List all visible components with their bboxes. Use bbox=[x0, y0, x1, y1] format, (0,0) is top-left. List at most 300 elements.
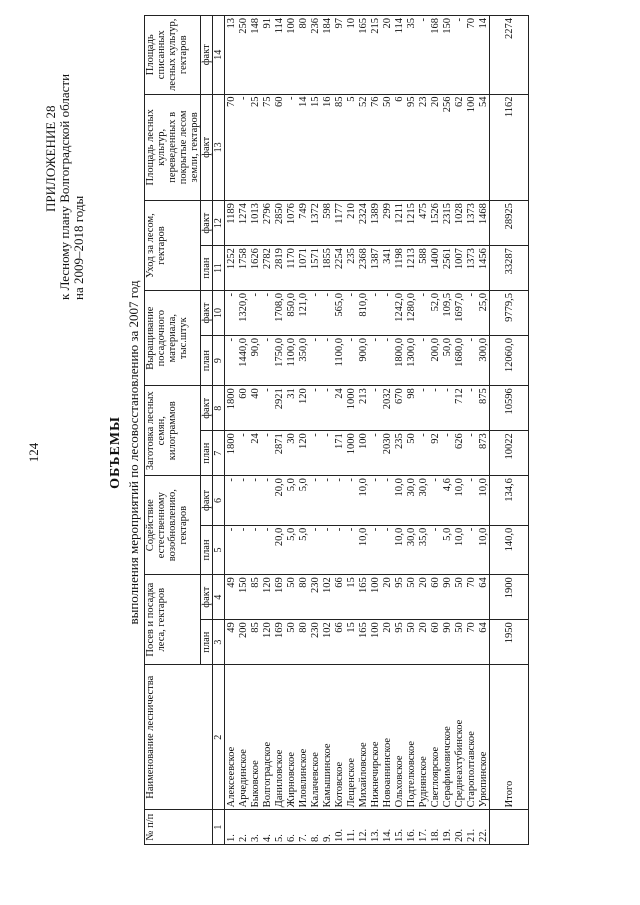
fact-header: факт bbox=[201, 94, 213, 201]
value-cell: 1007 bbox=[453, 246, 465, 291]
group-header: Содействие естественному возобновлению, гектаров bbox=[145, 476, 201, 575]
total-value: 10022 bbox=[490, 431, 529, 476]
value-cell: 95 bbox=[393, 620, 405, 665]
value-cell: 20 bbox=[417, 575, 429, 620]
value-cell: 100 bbox=[465, 94, 477, 201]
value-cell: - bbox=[465, 476, 477, 526]
total-value: 1162 bbox=[490, 94, 529, 201]
value-cell: - bbox=[261, 476, 273, 526]
forestry-name: Ольховское bbox=[393, 665, 405, 810]
value-cell: 31 bbox=[285, 386, 297, 431]
forestry-name: Урюпинское bbox=[477, 665, 490, 810]
value-cell: 299 bbox=[381, 201, 393, 246]
fact-header: факт bbox=[201, 291, 213, 336]
forestry-name: Котовское bbox=[333, 665, 345, 810]
value-cell: - bbox=[369, 386, 381, 431]
value-cell: 5,0 bbox=[297, 525, 309, 575]
table-row bbox=[357, 16, 369, 845]
row-number: 1. bbox=[225, 810, 238, 845]
table-row bbox=[345, 16, 357, 845]
page-number: 124 bbox=[26, 442, 41, 463]
total-value: 140,0 bbox=[490, 525, 529, 575]
value-cell: 30,0 bbox=[405, 476, 417, 526]
value-cell: 10,0 bbox=[453, 525, 465, 575]
row-number: 22. bbox=[477, 810, 490, 845]
value-cell: 1372 bbox=[309, 201, 321, 246]
column-index: 7 bbox=[213, 431, 225, 476]
value-cell: 150 bbox=[441, 16, 453, 95]
total-value: 33287 bbox=[490, 246, 529, 291]
value-cell: 171 bbox=[333, 431, 345, 476]
value-cell: 76 bbox=[369, 94, 381, 201]
table-row bbox=[237, 16, 249, 845]
value-cell: 120 bbox=[297, 431, 309, 476]
plan-header: план bbox=[201, 525, 213, 575]
forestry-name: Даниловское bbox=[273, 665, 285, 810]
value-cell: 14 bbox=[477, 16, 490, 95]
value-cell: 120 bbox=[297, 386, 309, 431]
value-cell: 49 bbox=[225, 575, 238, 620]
value-cell: - bbox=[261, 386, 273, 431]
value-cell: 91 bbox=[261, 16, 273, 95]
value-cell: 200,0 bbox=[429, 336, 441, 386]
table-row bbox=[453, 16, 465, 845]
value-cell: 20 bbox=[417, 620, 429, 665]
value-cell: 350,0 bbox=[297, 336, 309, 386]
total-label: Итого bbox=[490, 665, 529, 810]
value-cell: - bbox=[321, 386, 333, 431]
value-cell: - bbox=[369, 476, 381, 526]
column-index: 1 bbox=[213, 810, 225, 845]
value-cell: 900,0 bbox=[357, 336, 369, 386]
value-cell: 1071 bbox=[297, 246, 309, 291]
value-cell: - bbox=[381, 525, 393, 575]
value-cell: 1750,0 bbox=[273, 336, 285, 386]
value-cell: 1468 bbox=[477, 201, 490, 246]
value-cell: - bbox=[369, 336, 381, 386]
value-cell: 2561 bbox=[441, 246, 453, 291]
value-cell: - bbox=[237, 525, 249, 575]
value-cell: - bbox=[309, 336, 321, 386]
row-number: 16. bbox=[405, 810, 417, 845]
forestry-name: Нижнечирское bbox=[369, 665, 381, 810]
value-cell: 210 bbox=[345, 201, 357, 246]
column-index: 2 bbox=[213, 665, 225, 810]
value-cell: 749 bbox=[297, 201, 309, 246]
value-cell: 90,0 bbox=[249, 336, 261, 386]
value-cell: 100 bbox=[369, 620, 381, 665]
table-row bbox=[429, 16, 441, 845]
row-number: 3. bbox=[249, 810, 261, 845]
value-cell: 52,0 bbox=[429, 291, 441, 336]
value-cell: 1400 bbox=[429, 246, 441, 291]
value-cell: - bbox=[321, 431, 333, 476]
value-cell: 184 bbox=[321, 16, 333, 95]
value-cell: 588 bbox=[417, 246, 429, 291]
value-cell: 100 bbox=[357, 431, 369, 476]
group-header: Площадь лесных культур, переведенных в покрытые лесом земли, гектаров bbox=[145, 94, 201, 201]
value-cell: 15 bbox=[309, 94, 321, 201]
table-row bbox=[405, 16, 417, 845]
value-cell: 62 bbox=[453, 94, 465, 201]
forestry-name: Волгоградское bbox=[261, 665, 273, 810]
total-value: 9779,5 bbox=[490, 291, 529, 336]
value-cell: 50 bbox=[405, 620, 417, 665]
value-cell: 100 bbox=[369, 575, 381, 620]
row-number: 9. bbox=[321, 810, 333, 845]
value-cell: - bbox=[465, 386, 477, 431]
value-cell: 120 bbox=[261, 620, 273, 665]
value-cell: - bbox=[321, 525, 333, 575]
value-cell: 66 bbox=[333, 575, 345, 620]
value-cell: 70 bbox=[225, 94, 238, 201]
value-cell: 1213 bbox=[405, 246, 417, 291]
value-cell: - bbox=[225, 525, 238, 575]
group-header: Выращивание посадочного материала, тыс.штук bbox=[145, 291, 201, 386]
value-cell: 1189 bbox=[225, 201, 238, 246]
value-cell: 2819 bbox=[273, 246, 285, 291]
value-cell: 13 bbox=[225, 16, 238, 95]
column-index: 3 bbox=[213, 620, 225, 665]
column-index: 12 bbox=[213, 201, 225, 246]
row-number: 19. bbox=[441, 810, 453, 845]
value-cell: 50 bbox=[453, 575, 465, 620]
row-number: 14. bbox=[381, 810, 393, 845]
value-cell: 10,0 bbox=[357, 476, 369, 526]
value-cell: 50 bbox=[405, 575, 417, 620]
plan-header: план bbox=[201, 620, 213, 665]
value-cell: - bbox=[465, 291, 477, 336]
value-cell: 100 bbox=[285, 16, 297, 95]
value-cell: - bbox=[261, 431, 273, 476]
value-cell: 20,0 bbox=[273, 525, 285, 575]
value-cell: 200 bbox=[237, 620, 249, 665]
document-subtitle: выполнения мероприятий по лесовосстановлению за 2007 год bbox=[126, 280, 141, 625]
value-cell: 1028 bbox=[453, 201, 465, 246]
value-cell: 2368 bbox=[357, 246, 369, 291]
appendix-heading: ПРИЛОЖЕНИЕ 28 bbox=[43, 105, 58, 212]
value-cell: - bbox=[429, 525, 441, 575]
value-cell: - bbox=[429, 386, 441, 431]
document-title: ОБЪЕМЫ bbox=[108, 416, 123, 489]
value-cell: 1076 bbox=[285, 201, 297, 246]
value-cell: 150 bbox=[237, 575, 249, 620]
value-cell: 5,0 bbox=[297, 476, 309, 526]
value-cell: - bbox=[441, 386, 453, 431]
table-row bbox=[465, 16, 477, 845]
row-number: 12. bbox=[357, 810, 369, 845]
value-cell: 1252 bbox=[225, 246, 238, 291]
value-cell: 2030 bbox=[381, 431, 393, 476]
value-cell: 2324 bbox=[357, 201, 369, 246]
value-cell: 35,0 bbox=[417, 525, 429, 575]
value-cell: 169 bbox=[273, 620, 285, 665]
value-cell: 80 bbox=[297, 575, 309, 620]
table-row bbox=[225, 16, 238, 845]
value-cell: - bbox=[309, 476, 321, 526]
row-number: 11. bbox=[345, 810, 357, 845]
column-index: 4 bbox=[213, 575, 225, 620]
value-cell: 168 bbox=[429, 16, 441, 95]
value-cell: 10,0 bbox=[393, 525, 405, 575]
value-cell: - bbox=[225, 336, 238, 386]
value-cell: - bbox=[309, 291, 321, 336]
value-cell: 10,0 bbox=[477, 476, 490, 526]
value-cell: - bbox=[333, 476, 345, 526]
value-cell: 35 bbox=[405, 16, 417, 95]
value-cell: - bbox=[333, 525, 345, 575]
value-cell: 1000 bbox=[345, 386, 357, 431]
value-cell: 60 bbox=[237, 386, 249, 431]
value-cell: - bbox=[261, 291, 273, 336]
value-cell: - bbox=[429, 476, 441, 526]
value-cell: 341 bbox=[381, 246, 393, 291]
value-cell: 25,0 bbox=[477, 291, 490, 336]
value-cell: 2921 bbox=[273, 386, 285, 431]
value-cell: - bbox=[225, 291, 238, 336]
value-cell: 626 bbox=[453, 431, 465, 476]
value-cell: - bbox=[381, 291, 393, 336]
value-cell: 148 bbox=[249, 16, 261, 95]
value-cell: 85 bbox=[333, 94, 345, 201]
value-cell: 20,0 bbox=[273, 476, 285, 526]
value-cell: 40 bbox=[249, 386, 261, 431]
reforestation-table bbox=[144, 15, 529, 845]
value-cell: 75 bbox=[261, 94, 273, 201]
row-number: 13. bbox=[369, 810, 381, 845]
value-cell: - bbox=[261, 336, 273, 386]
value-cell: 66 bbox=[333, 620, 345, 665]
value-cell: 64 bbox=[477, 620, 490, 665]
value-cell: 90 bbox=[441, 620, 453, 665]
table-row bbox=[477, 16, 490, 845]
column-index: 10 bbox=[213, 291, 225, 336]
total-value: 10596 bbox=[490, 386, 529, 431]
value-cell: 64 bbox=[477, 575, 490, 620]
value-cell: - bbox=[261, 525, 273, 575]
value-cell: 85 bbox=[249, 620, 261, 665]
value-cell: 235 bbox=[393, 431, 405, 476]
value-cell: 4,6 bbox=[441, 476, 453, 526]
value-cell: 165 bbox=[357, 16, 369, 95]
value-cell: 10,0 bbox=[453, 476, 465, 526]
value-cell: 60 bbox=[429, 620, 441, 665]
forestry-name: Подтелковское bbox=[405, 665, 417, 810]
forestry-name: Михайловское bbox=[357, 665, 369, 810]
value-cell: 25 bbox=[249, 94, 261, 201]
value-cell: 50,0 bbox=[441, 336, 453, 386]
value-cell: 1387 bbox=[369, 246, 381, 291]
value-cell: - bbox=[381, 336, 393, 386]
fact-header: факт bbox=[201, 16, 213, 95]
row-number: 7. bbox=[297, 810, 309, 845]
total-value: 1950 bbox=[490, 620, 529, 665]
value-cell: 712 bbox=[453, 386, 465, 431]
value-cell: 1280,0 bbox=[405, 291, 417, 336]
value-cell: 102 bbox=[321, 575, 333, 620]
value-cell: 2032 bbox=[381, 386, 393, 431]
row-number: 21. bbox=[465, 810, 477, 845]
table-row bbox=[285, 16, 297, 845]
value-cell: 475 bbox=[417, 201, 429, 246]
value-cell: - bbox=[345, 291, 357, 336]
forestry-name: Светлоярское bbox=[429, 665, 441, 810]
value-cell: - bbox=[369, 525, 381, 575]
forestry-name: Алексеевское bbox=[225, 665, 238, 810]
value-cell: - bbox=[465, 525, 477, 575]
value-cell: - bbox=[237, 431, 249, 476]
row-number: 15. bbox=[393, 810, 405, 845]
value-cell: 873 bbox=[477, 431, 490, 476]
value-cell: 1198 bbox=[393, 246, 405, 291]
value-cell: 10 bbox=[345, 16, 357, 95]
row-number: 2. bbox=[237, 810, 249, 845]
value-cell: 5,0 bbox=[441, 525, 453, 575]
value-cell: 2796 bbox=[261, 201, 273, 246]
value-cell: - bbox=[345, 525, 357, 575]
value-cell: 14 bbox=[297, 94, 309, 201]
value-cell: - bbox=[249, 476, 261, 526]
value-cell: 165 bbox=[357, 620, 369, 665]
value-cell: 1571 bbox=[309, 246, 321, 291]
value-cell: 10,0 bbox=[357, 525, 369, 575]
value-cell: 1300,0 bbox=[405, 336, 417, 386]
value-cell: 300,0 bbox=[477, 336, 490, 386]
value-cell: - bbox=[417, 16, 429, 95]
value-cell: 6 bbox=[393, 94, 405, 201]
value-cell: 2254 bbox=[333, 246, 345, 291]
column-header-name: Наименование лесничества bbox=[145, 665, 213, 810]
value-cell: - bbox=[345, 336, 357, 386]
value-cell: - bbox=[309, 525, 321, 575]
value-cell: 1177 bbox=[333, 201, 345, 246]
value-cell: 1708,0 bbox=[273, 291, 285, 336]
value-cell: - bbox=[369, 431, 381, 476]
fact-header: факт bbox=[201, 201, 213, 246]
value-cell: 30,0 bbox=[405, 525, 417, 575]
value-cell: 15 bbox=[345, 620, 357, 665]
value-cell: 1855 bbox=[321, 246, 333, 291]
forestry-name: Камышинское bbox=[321, 665, 333, 810]
row-number: 17. bbox=[417, 810, 429, 845]
value-cell: 90 bbox=[441, 575, 453, 620]
value-cell: - bbox=[237, 476, 249, 526]
row-number: 20. bbox=[453, 810, 465, 845]
value-cell: 1215 bbox=[405, 201, 417, 246]
value-cell: - bbox=[321, 476, 333, 526]
total-value: 12060,0 bbox=[490, 336, 529, 386]
value-cell: - bbox=[369, 291, 381, 336]
value-cell: 92 bbox=[429, 431, 441, 476]
value-cell: 120 bbox=[261, 575, 273, 620]
value-cell: 1211 bbox=[393, 201, 405, 246]
value-cell: 810,0 bbox=[357, 291, 369, 336]
value-cell: 2850 bbox=[273, 201, 285, 246]
value-cell: 114 bbox=[393, 16, 405, 95]
forestry-name: Руднянское bbox=[417, 665, 429, 810]
table-row bbox=[273, 16, 285, 845]
value-cell: - bbox=[441, 431, 453, 476]
value-cell: - bbox=[249, 525, 261, 575]
value-cell: 1274 bbox=[237, 201, 249, 246]
column-index: 6 bbox=[213, 476, 225, 526]
value-cell: - bbox=[309, 431, 321, 476]
column-index: 5 bbox=[213, 525, 225, 575]
appendix-block bbox=[44, 74, 86, 300]
table-row bbox=[381, 16, 393, 845]
value-cell: 598 bbox=[321, 201, 333, 246]
table-row bbox=[441, 16, 453, 845]
value-cell: 50 bbox=[285, 575, 297, 620]
value-cell: 213 bbox=[357, 386, 369, 431]
value-cell: 24 bbox=[249, 431, 261, 476]
value-cell: 20 bbox=[429, 94, 441, 201]
value-cell: 235 bbox=[345, 246, 357, 291]
value-cell: 1758 bbox=[237, 246, 249, 291]
appendix-line-2: на 2009–2018 годы bbox=[71, 195, 86, 300]
row-number: 10. bbox=[333, 810, 345, 845]
value-cell: - bbox=[321, 336, 333, 386]
value-cell: 20 bbox=[381, 620, 393, 665]
value-cell: - bbox=[237, 94, 249, 201]
value-cell: 1697,0 bbox=[453, 291, 465, 336]
group-header: Площадь списанных лесных культур, гектаров bbox=[145, 16, 201, 95]
value-cell: 5 bbox=[345, 94, 357, 201]
value-cell: 30,0 bbox=[417, 476, 429, 526]
forestry-name: Жирновское bbox=[285, 665, 297, 810]
group-header: Посев и посадка леса, гектаров bbox=[145, 575, 201, 665]
value-cell: 1389 bbox=[369, 201, 381, 246]
value-cell: 215 bbox=[369, 16, 381, 95]
value-cell: 1373 bbox=[465, 246, 477, 291]
value-cell: 5,0 bbox=[285, 476, 297, 526]
forestry-name: Арчединское bbox=[237, 665, 249, 810]
value-cell: 30 bbox=[285, 431, 297, 476]
value-cell: 85 bbox=[249, 575, 261, 620]
value-cell: 850,0 bbox=[285, 291, 297, 336]
value-cell: 565,0 bbox=[333, 291, 345, 336]
table-row bbox=[297, 16, 309, 845]
plan-header: план bbox=[201, 431, 213, 476]
value-cell: - bbox=[381, 476, 393, 526]
group-header: Уход за лесом, гектаров bbox=[145, 201, 201, 291]
value-cell: 60 bbox=[429, 575, 441, 620]
value-cell: 50 bbox=[453, 620, 465, 665]
value-cell: 1320,0 bbox=[237, 291, 249, 336]
value-cell: 1373 bbox=[465, 201, 477, 246]
value-cell: 23 bbox=[417, 94, 429, 201]
forestry-name: Быковское bbox=[249, 665, 261, 810]
column-index: 14 bbox=[213, 16, 225, 95]
value-cell: - bbox=[465, 336, 477, 386]
forestry-name: Калачевское bbox=[309, 665, 321, 810]
value-cell: 20 bbox=[381, 575, 393, 620]
table-row bbox=[417, 16, 429, 845]
value-cell: 875 bbox=[477, 386, 490, 431]
total-value: 1900 bbox=[490, 575, 529, 620]
value-cell: - bbox=[417, 336, 429, 386]
value-cell: 230 bbox=[309, 575, 321, 620]
value-cell: 95 bbox=[393, 575, 405, 620]
value-cell: 1170 bbox=[285, 246, 297, 291]
value-cell: 50 bbox=[405, 431, 417, 476]
row-number: 4. bbox=[261, 810, 273, 845]
value-cell: 121,0 bbox=[297, 291, 309, 336]
value-cell: 250 bbox=[237, 16, 249, 95]
value-cell: 102 bbox=[321, 620, 333, 665]
value-cell: 60 bbox=[273, 94, 285, 201]
value-cell: 95 bbox=[405, 94, 417, 201]
